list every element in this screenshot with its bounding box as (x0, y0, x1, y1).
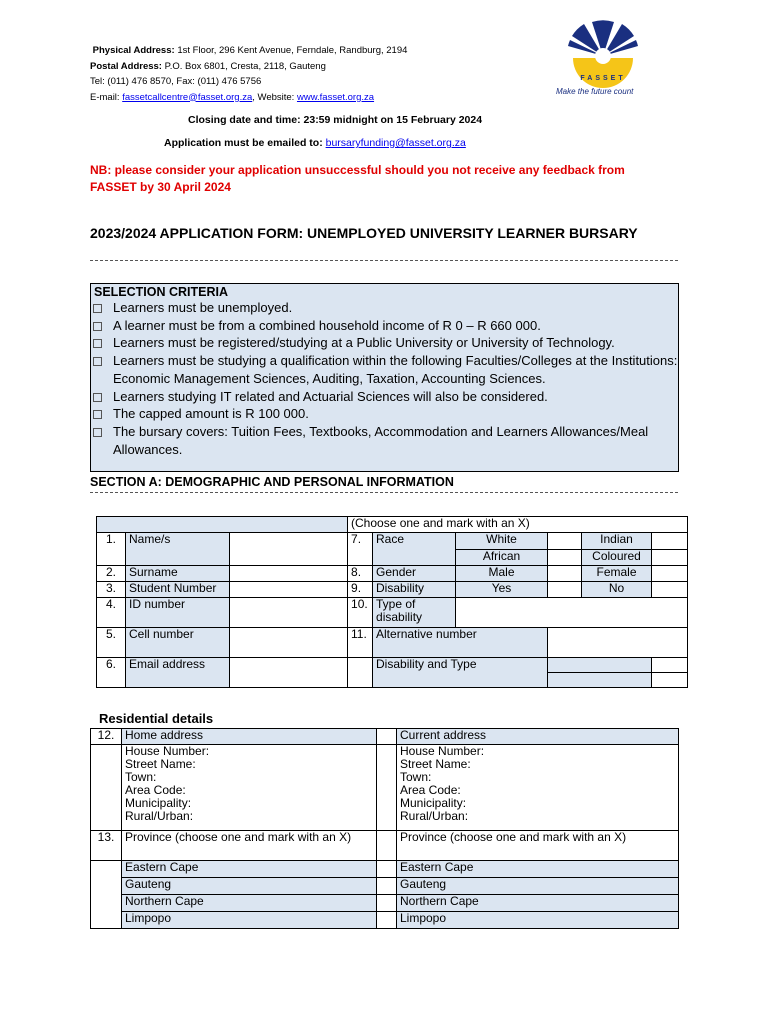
contact-email-website: E-mail: fassetcallcentre@fasset.org.za, Website: www.fasset.org.za (90, 91, 375, 103)
province-home-mark[interactable] (377, 895, 397, 912)
gender-label: Gender (373, 566, 456, 582)
title-divider (90, 260, 678, 261)
personal-info-table: (Choose one and mark with an X) 1. Name/s 7. Race White Indian African Coloured 2. Surname 8. Gender Male Female 3. Student Number 9. Disability Yes No 4. ID number 10. Type of disability 5. Cell number 11. Alternative number 6. Email address Disability and Type (96, 516, 688, 688)
disability-no-mark[interactable] (652, 582, 688, 598)
race-coloured-mark[interactable] (652, 550, 688, 566)
current-address-fields[interactable]: House Number: Street Name: Town: Area Code: Municipality: Rural/Urban: (397, 745, 679, 831)
criteria-item: Learners must be registered/studying at a Public University or University of Technology. (91, 334, 678, 352)
section-a-heading: SECTION A: DEMOGRAPHIC AND PERSONAL INFORMATION (90, 475, 454, 489)
current-address-label: Current address (397, 729, 679, 745)
logo-wordmark: FASSET (580, 75, 626, 82)
student-number-field[interactable] (230, 582, 348, 598)
province-home-option: Northern Cape (122, 895, 377, 912)
notice-banner: NB: please consider your application unsuccessful should you not receive any feedback from FASSET by 30 April 2024 (90, 163, 625, 194)
website-link[interactable]: www.fasset.org.za (296, 91, 375, 103)
criteria-item: The capped amount is R 100 000. (91, 405, 678, 423)
home-address-label: Home address (122, 729, 377, 745)
checkbox-bullet-icon (93, 428, 102, 437)
province-instruction-home: Province (choose one and mark with an X) (122, 831, 377, 861)
race-indian-mark[interactable] (652, 533, 688, 550)
postal-address: Postal Address: P.O. Box 6801, Cresta, 2118, Gauteng (90, 60, 326, 72)
checkbox-bullet-icon (93, 339, 102, 348)
province-home-option: Gauteng (122, 878, 377, 895)
criteria-item: Learners studying IT related and Actuarial Sciences will also be considered. (91, 388, 678, 406)
form-title: 2023/2024 APPLICATION FORM: UNEMPLOYED UNIVERSITY LEARNER BURSARY (90, 225, 638, 241)
telephone: Tel: (011) 476 8570, Fax: (011) 476 5756 (90, 76, 262, 87)
address-block (90, 43, 407, 105)
submission-instruction: Application must be emailed to: bursaryfunding@fasset.org.za (164, 137, 466, 149)
residential-table: 12. Home address Current address House Number: Street Name: Town: Area Code: Municipality: Rural/Urban: House Number: Street Name: Town: Area Code: Municipality: Rural/Urban: 13. Province (choose one and mark with an X) Province (choose one and mark with an X) Eastern Cape Eastern Cape Gauteng Gauteng Northern Cape Northern Cape Limpopo Limpopo (90, 728, 679, 929)
closing-date: Closing date and time: 23:59 midnight on 15 February 2024 (188, 114, 483, 126)
disability-and-type-label: Disability and Type (373, 658, 548, 688)
cell-number-label: Cell number (126, 628, 230, 658)
checkbox-bullet-icon (93, 393, 102, 402)
checkbox-bullet-icon (93, 322, 102, 331)
checkbox-bullet-icon (93, 410, 102, 419)
id-number-label: ID number (126, 598, 230, 628)
province-current-option: Eastern Cape (397, 861, 679, 878)
surname-field[interactable] (230, 566, 348, 582)
race-african-mark[interactable] (548, 550, 582, 566)
cell-number-field[interactable] (230, 628, 348, 658)
alternative-number-field[interactable] (548, 628, 688, 658)
disability-label: Disability (373, 582, 456, 598)
gender-male-mark[interactable] (548, 566, 582, 582)
criteria-item: Learners must be studying a qualification within the following Faculties/Colleges at the Institutions: Economic Management Sciences, Auditing, Taxation, Accounting Sciences. (91, 352, 678, 387)
type-of-disability-field[interactable] (456, 598, 688, 628)
checkbox-bullet-icon (93, 357, 102, 366)
bursary-email-link[interactable]: bursaryfunding@fasset.org.za (325, 137, 466, 149)
home-address-fields[interactable]: House Number: Street Name: Town: Area Code: Municipality: Rural/Urban: (122, 745, 377, 831)
selection-criteria-box (90, 283, 679, 472)
province-current-option: Limpopo (397, 912, 679, 929)
name-field[interactable] (230, 533, 348, 566)
alternative-number-label: Alternative number (373, 628, 548, 658)
name-label: Name/s (126, 533, 230, 566)
id-number-field[interactable] (230, 598, 348, 628)
race-label: Race (373, 533, 456, 566)
province-home-option: Limpopo (122, 912, 377, 929)
section-a-divider (90, 492, 678, 493)
province-home-option: Eastern Cape (122, 861, 377, 878)
criteria-list (91, 299, 678, 458)
disability-type-field-2[interactable] (548, 673, 652, 688)
province-current-option: Northern Cape (397, 895, 679, 912)
disability-yes-mark[interactable] (548, 582, 582, 598)
logo-tagline: Make the future count (556, 87, 634, 96)
province-instruction-current: Province (choose one and mark with an X) (397, 831, 679, 861)
criteria-item: A learner must be from a combined household income of R 0 – R 660 000. (91, 317, 678, 335)
callcentre-email-link[interactable]: fassetcallcentre@fasset.org.za (122, 91, 253, 103)
criteria-heading: SELECTION CRITERIA (94, 285, 229, 299)
email-address-field[interactable] (230, 658, 348, 688)
criteria-item: The bursary covers: Tuition Fees, Textbooks, Accommodation and Learners Allowances/Meal Allowances. (91, 423, 678, 458)
choose-note: (Choose one and mark with an X) (348, 517, 688, 533)
province-current-option: Gauteng (397, 878, 679, 895)
residential-heading: Residential details (99, 711, 214, 726)
email-address-label: Email address (126, 658, 230, 688)
surname-label: Surname (126, 566, 230, 582)
type-of-disability-label: Type of disability (373, 598, 456, 628)
gender-female-mark[interactable] (652, 566, 688, 582)
province-home-mark[interactable] (377, 878, 397, 895)
physical-address: Physical Address: 1st Floor, 296 Kent Avenue, Ferndale, Randburg, 2194 (92, 45, 408, 56)
student-number-label: Student Number (126, 582, 230, 598)
race-white-mark[interactable] (548, 533, 582, 550)
checkbox-bullet-icon (93, 304, 102, 313)
province-home-mark[interactable] (377, 861, 397, 878)
criteria-item: Learners must be unemployed. (91, 299, 678, 317)
disability-type-field-1[interactable] (548, 658, 652, 673)
province-home-mark[interactable] (377, 912, 397, 929)
